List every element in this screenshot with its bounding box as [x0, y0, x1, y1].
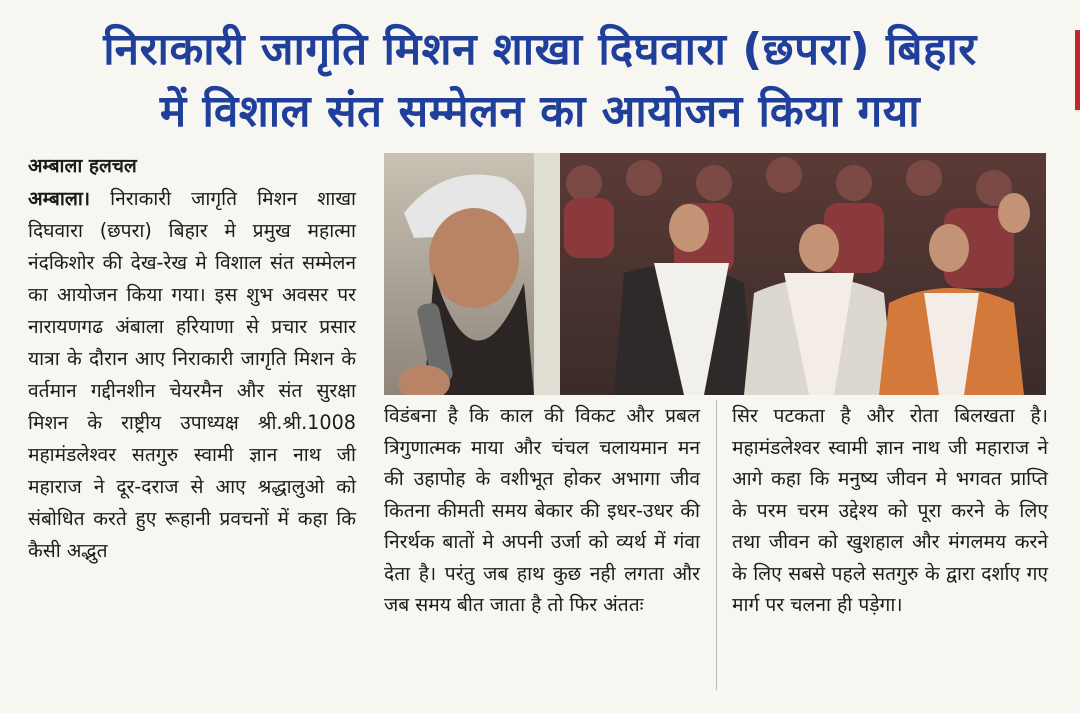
- news-photo-illustration: [384, 153, 1046, 395]
- column-1-text: [28, 183, 356, 567]
- column-3-text: सिर पटकता है और रोता बिलखता है। महामंडलेश्वर स्वामी ज्ञान नाथ जी महाराज ने आगे कहा कि मनुष्य जीवन मे भगवत प्राप्ति के परम चरम उद्देश्य को पूरा करने के लिए तथा जीवन को खुशहाल और मंगलमय करने के लिए सबसे पहले सतगुरु के द्वारा दर्शाए गए मार्ग पर चलना ही पड़ेगा।: [732, 404, 1048, 616]
- headline-line-2: में विशाल संत सम्मेलन का आयोजन किया गया: [159, 86, 921, 137]
- news-photo: [384, 153, 1046, 395]
- headline-line-1: निराकारी जागृति मिशन शाखा दिघवारा (छपरा) बिहार: [103, 24, 977, 75]
- article-column-1: [28, 153, 356, 567]
- column-2-text: विडंबना है कि काल की विकट और प्रबल त्रिगुणात्मक माया और चंचल चलायमान मन की उहापोह के वशीभूत होकर अभागा जीव कितना कीमती समय बेकार की इधर-उधर की निरर्थक बातों मे अपनी उर्जा को व्यर्थ में गंवा देता है। परंतु जब हाथ कुछ नही लगता और जब समय बीत जाता है तो फिर अंततः: [384, 404, 700, 616]
- article-column-2: [384, 400, 700, 621]
- accent-bar: [1075, 30, 1080, 110]
- article-column-3: [732, 400, 1048, 621]
- dateline: अम्बाला।: [28, 187, 91, 210]
- byline: अम्बाला हलचल: [28, 155, 137, 177]
- column-divider: [716, 400, 717, 690]
- headline: [0, 0, 1080, 150]
- column-1-body: निराकारी जागृति मिशन शाखा दिघवारा (छपरा) बिहार मे प्रमुख महात्मा नंदकिशोर की देख-रेख मे विशाल संत सम्मेलन का आयोजन किया गया। इस शुभ अवसर पर नारायणगढ अंबाला हरियाणा से प्रचार प्रसार यात्रा के दौरान आए निराकारी जागृति मिशन के वर्तमान गद्दीनशीन चेयरमैन और संत सुरक्षा मिशन के राष्ट्रीय उपाध्यक्ष श्री.श्री.1008 महामंडलेश्वर सतगुरु स्वामी ज्ञान नाथ जी महाराज ने दूर-दराज से आए श्रद्धालुओ को संबोधित करते हुए रूहानी प्रवचनों में कहा कि कैसी अद्भुत: [28, 187, 356, 562]
